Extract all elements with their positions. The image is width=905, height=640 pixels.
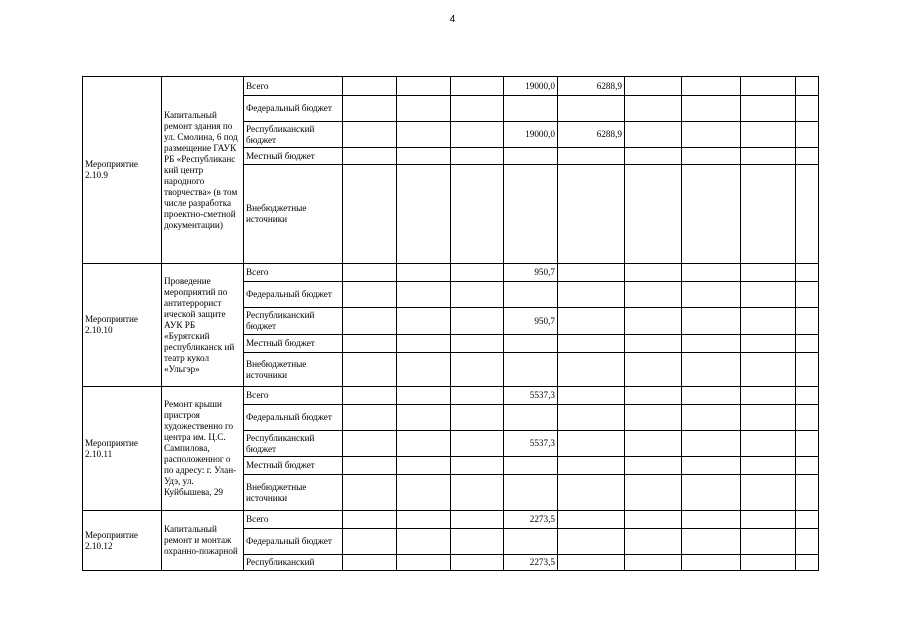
empty-cell [796,353,819,387]
empty-cell [343,353,397,387]
empty-cell [451,405,504,431]
empty-cell [558,511,625,529]
funding-source-cell: Республиканский бюджет [244,431,343,457]
empty-cell [343,387,397,405]
empty-cell [741,77,796,96]
empty-cell [397,511,451,529]
empty-cell [682,96,741,122]
empty-cell [397,77,451,96]
empty-cell [741,431,796,457]
empty-cell [397,165,451,264]
empty-cell [504,529,558,555]
empty-cell [397,122,451,148]
empty-cell [682,308,741,335]
empty-cell [451,148,504,165]
measure-description-cell: Капитальный ремонт здания по ул. Смолина, 6 под размещение ГАУК РБ «Республиканс кий центр народного творчества» (в том числе разработка проектно-сметной документации) [162,77,244,264]
empty-cell [625,387,682,405]
empty-cell [682,511,741,529]
funding-source-cell: Федеральный бюджет [244,529,343,555]
empty-cell [558,96,625,122]
funding-source-cell: Местный бюджет [244,457,343,475]
empty-cell [397,96,451,122]
funding-source-cell: Республиканский бюджет [244,122,343,148]
empty-cell [796,96,819,122]
empty-cell [741,353,796,387]
empty-cell [796,308,819,335]
empty-cell [796,335,819,353]
empty-cell [625,308,682,335]
empty-cell [343,77,397,96]
empty-cell [558,353,625,387]
empty-cell [741,511,796,529]
empty-cell [558,387,625,405]
funding-source-cell: Всего [244,511,343,529]
empty-cell [741,282,796,308]
empty-cell [397,353,451,387]
empty-cell [451,511,504,529]
empty-cell [796,282,819,308]
measure-id-cell: Мероприятие 2.10.10 [83,264,162,387]
empty-cell [397,282,451,308]
empty-cell [625,165,682,264]
empty-cell [741,122,796,148]
empty-cell [796,511,819,529]
empty-cell [343,431,397,457]
empty-cell [796,457,819,475]
empty-cell [625,122,682,148]
empty-cell [451,457,504,475]
empty-cell [451,264,504,282]
empty-cell [625,77,682,96]
empty-cell [741,475,796,511]
empty-cell [451,529,504,555]
empty-cell [625,475,682,511]
empty-cell [343,282,397,308]
empty-cell [558,308,625,335]
empty-cell [504,405,558,431]
measure-description-cell: Проведение мероприятий по антитеррорист ической защите АУК РБ «Бурятский республиканск ий театр кукол «Ульгэр» [162,264,244,387]
empty-cell [741,148,796,165]
empty-cell [451,165,504,264]
empty-cell [625,555,682,571]
empty-cell [796,431,819,457]
empty-cell [397,387,451,405]
empty-cell [397,405,451,431]
empty-cell [625,405,682,431]
empty-cell [558,555,625,571]
empty-cell [397,457,451,475]
empty-cell [741,457,796,475]
value-cell: 19000,0 [504,77,558,96]
empty-cell [397,475,451,511]
funding-source-cell: Местный бюджет [244,148,343,165]
funding-source-cell: Федеральный бюджет [244,405,343,431]
empty-cell [796,387,819,405]
empty-cell [796,165,819,264]
empty-cell [741,308,796,335]
funding-source-cell: Всего [244,77,343,96]
empty-cell [625,511,682,529]
funding-source-cell: Внебюджетные источники [244,475,343,511]
empty-cell [625,282,682,308]
empty-cell [741,387,796,405]
funding-source-cell: Республиканский [244,555,343,571]
empty-cell [558,475,625,511]
empty-cell [558,282,625,308]
funding-source-cell: Внебюджетные источники [244,165,343,264]
funding-source-cell: Республиканский бюджет [244,308,343,335]
empty-cell [451,387,504,405]
measure-description-cell: Ремонт крыши пристроя художественно го центра им. Ц.С. Сампилова, расположенног о по адресу: г. Улан-Удэ, ул. Куйбышева, 29 [162,387,244,511]
empty-cell [343,555,397,571]
empty-cell [504,96,558,122]
empty-cell [682,148,741,165]
empty-cell [625,96,682,122]
empty-cell [558,431,625,457]
table-row [83,264,819,282]
empty-cell [796,264,819,282]
measure-id-cell: Мероприятие 2.10.11 [83,387,162,511]
empty-cell [625,148,682,165]
empty-cell [682,335,741,353]
empty-cell [741,529,796,555]
empty-cell [451,282,504,308]
empty-cell [682,264,741,282]
table-row [83,387,819,405]
empty-cell [558,335,625,353]
empty-cell [682,77,741,96]
empty-cell [558,165,625,264]
empty-cell [397,148,451,165]
empty-cell [451,308,504,335]
empty-cell [397,308,451,335]
empty-cell [397,555,451,571]
empty-cell [451,475,504,511]
empty-cell [741,165,796,264]
value-cell: 6288,9 [558,122,625,148]
value-cell: 2273,5 [504,511,558,529]
measure-id-cell: Мероприятие 2.10.9 [83,77,162,264]
empty-cell [451,335,504,353]
value-cell: 950,7 [504,264,558,282]
empty-cell [558,405,625,431]
empty-cell [682,282,741,308]
empty-cell [451,431,504,457]
empty-cell [343,457,397,475]
empty-cell [451,77,504,96]
empty-cell [343,511,397,529]
funding-source-cell: Внебюджетные источники [244,353,343,387]
empty-cell [625,264,682,282]
empty-cell [558,457,625,475]
value-cell: 19000,0 [504,122,558,148]
empty-cell [451,96,504,122]
empty-cell [741,335,796,353]
empty-cell [625,431,682,457]
empty-cell [343,335,397,353]
funding-source-cell: Федеральный бюджет [244,96,343,122]
empty-cell [796,529,819,555]
empty-cell [682,475,741,511]
empty-cell [397,529,451,555]
empty-cell [741,96,796,122]
empty-cell [682,457,741,475]
table-row [83,77,819,96]
empty-cell [796,122,819,148]
value-cell: 5537,3 [504,431,558,457]
empty-cell [796,77,819,96]
empty-cell [504,282,558,308]
empty-cell [682,353,741,387]
value-cell: 6288,9 [558,77,625,96]
empty-cell [682,387,741,405]
measure-description-cell: Капитальный ремонт и монтаж охранно-пожарной [162,511,244,571]
table-row [83,511,819,529]
page-number: 4 [449,14,456,25]
measure-id-cell: Мероприятие 2.10.12 [83,511,162,571]
empty-cell [343,122,397,148]
value-cell: 2273,5 [504,555,558,571]
empty-cell [682,122,741,148]
empty-cell [343,475,397,511]
empty-cell [796,405,819,431]
empty-cell [741,555,796,571]
empty-cell [504,165,558,264]
empty-cell [741,264,796,282]
empty-cell [343,529,397,555]
value-cell: 5537,3 [504,387,558,405]
empty-cell [343,405,397,431]
empty-cell [504,475,558,511]
empty-cell [796,148,819,165]
empty-cell [451,353,504,387]
empty-cell [558,264,625,282]
empty-cell [682,165,741,264]
empty-cell [682,431,741,457]
empty-cell [397,335,451,353]
empty-cell [343,148,397,165]
funding-source-cell: Федеральный бюджет [244,282,343,308]
empty-cell [504,457,558,475]
empty-cell [625,457,682,475]
empty-cell [682,555,741,571]
empty-cell [343,165,397,264]
empty-cell [343,264,397,282]
funding-source-cell: Всего [244,264,343,282]
empty-cell [397,264,451,282]
funding-source-cell: Местный бюджет [244,335,343,353]
empty-cell [682,405,741,431]
value-cell: 950,7 [504,308,558,335]
empty-cell [343,308,397,335]
empty-cell [451,122,504,148]
empty-cell [397,431,451,457]
empty-cell [451,555,504,571]
empty-cell [343,96,397,122]
empty-cell [682,529,741,555]
empty-cell [558,529,625,555]
empty-cell [796,475,819,511]
empty-cell [625,335,682,353]
empty-cell [504,335,558,353]
empty-cell [625,353,682,387]
empty-cell [504,353,558,387]
empty-cell [796,555,819,571]
empty-cell [741,405,796,431]
funding-source-cell: Всего [244,387,343,405]
empty-cell [625,529,682,555]
budget-table [82,76,819,571]
empty-cell [504,148,558,165]
empty-cell [558,148,625,165]
